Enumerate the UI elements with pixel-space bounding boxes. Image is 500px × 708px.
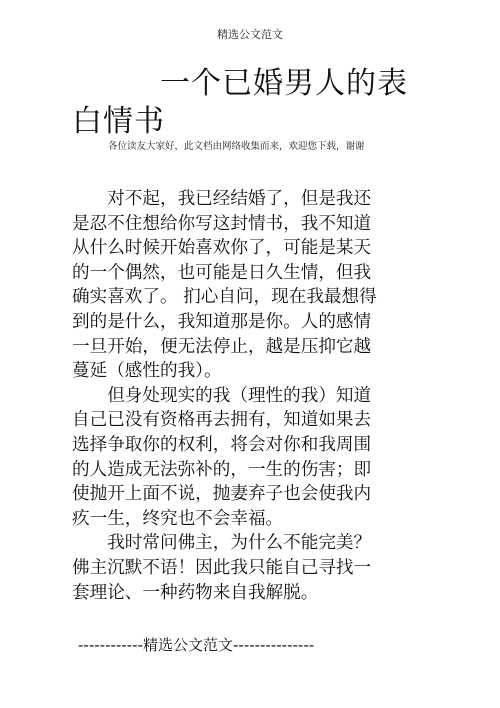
body-line: 疚一生，终究也不会幸福。	[72, 508, 284, 529]
body-line: 确实喜欢了。 扪心自问，现在我最想得	[72, 287, 377, 308]
body-line: 对不起，我已经结婚了，但是我还	[72, 189, 372, 209]
body-line: 自己已没有资格再去拥有，知道如果去	[72, 410, 372, 431]
body-line: 到的是什么，我知道那是你。人的感情	[72, 311, 372, 332]
body-line: 从什么时候开始喜欢你了，可能是某天	[72, 238, 372, 259]
body-line: 佛主沉默不语！因此我只能自己寻找一	[72, 557, 372, 578]
body-line: 蔓延（感性的我）。	[72, 361, 222, 382]
body-line: 的人造成无法弥补的，一生的伤害；即	[72, 459, 372, 480]
page-header: 精选公文范文	[217, 28, 283, 41]
body-line: 使抛开上面不说，抛妻弃子也会使我内	[72, 484, 372, 505]
body-line: 但身处现实的我（理性的我）知道	[72, 385, 372, 406]
document-title-line-2: 白情书	[72, 104, 165, 139]
page-footer: ------------精选公文范文---------------	[78, 636, 315, 654]
body-line: 我时常问佛主，为什么不能完美？	[72, 533, 372, 554]
body-line: 是忍不住想给你写这封情书，我不知道	[72, 213, 372, 234]
body-line: 套理论、一种药物来自我解脱。	[72, 582, 319, 603]
body-line: 的一个偶然，也可能是日久生情，但我	[72, 262, 372, 283]
body-line: 选择争取你的权利，将会对你和我周围	[72, 434, 372, 455]
greeting-note: 各位读友大家好，此文档由网络收集而来，欢迎您下载，谢谢	[108, 141, 365, 152]
document-body	[72, 187, 392, 605]
document-title-line-1: 一个已婚男人的表	[160, 66, 408, 101]
body-line: 一旦开始，便无法停止，越是压抑它越	[72, 336, 372, 357]
